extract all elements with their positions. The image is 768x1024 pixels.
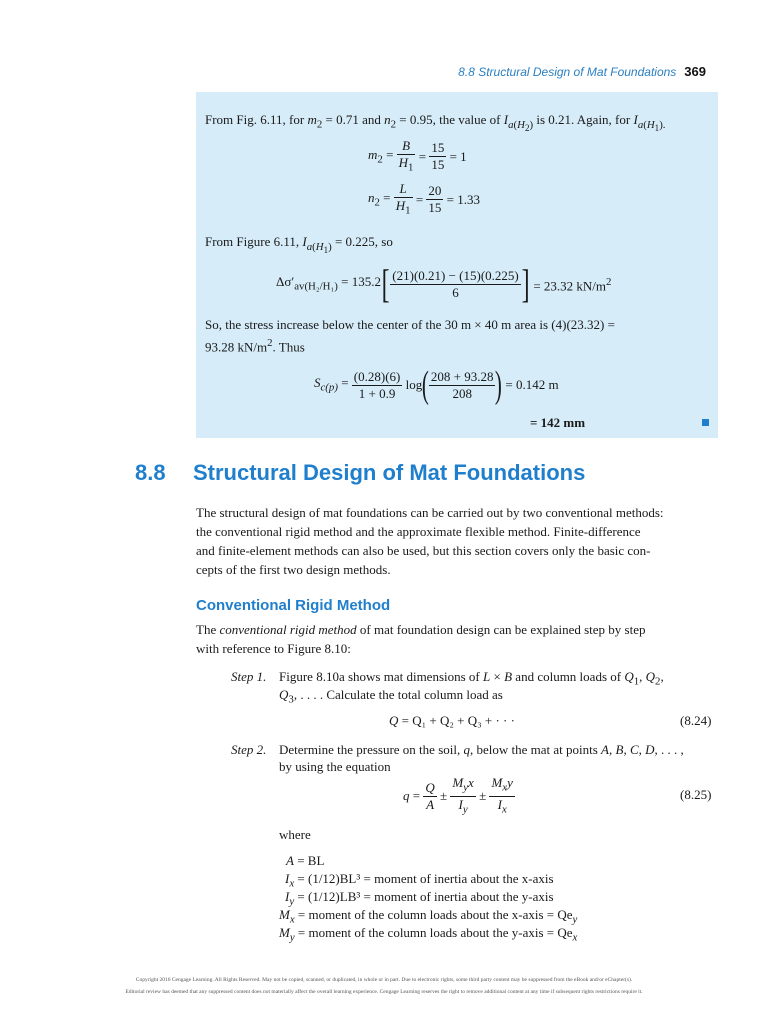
where-label: where [279,827,311,842]
equation-number-8-25: (8.25) [680,787,712,802]
para2-line1: The conventional rigid method of mat foundation design can be explained step by step [196,622,646,637]
example-line1: From Fig. 6.11, for $m_2 = 0.71$ and $n_2 = 0.95$, the value of $I_{a(H_2)}$ is 0.21. Again, for $I_{a(H_1).}$ [205,112,666,133]
page-number: 369 [684,64,706,79]
settlement-equation: $S_{c(p)}$ = $\frac{(0.28)(6)}{1 + 0.9}$ log ( $\frac{208 + 93.28}{208}$ ) = 0.142 m [314,364,559,406]
m2-equation: $m_2$ = $\frac{B}{H_1}$ = $\frac{15}{15}$ = 1 [368,138,467,174]
final-result: = 142 mm [530,415,586,430]
where-item-my: $M_y$ = moment of the column loads about the y-axis = $Qe_x$ [279,925,578,944]
example-line2: From Figure 6.11, $I_{a(H_1)} = 0.225$, so [205,234,393,255]
step1-line2: $Q_3$, . . . . Calculate the total column load as [279,687,503,706]
step1-line1: Figure 8.10a shows mat dimensions of L × B and column loads of $Q_1$, $Q_2$, [279,669,664,688]
where-item-iy: $I_y = (1/12)LB^3$ = moment of inertia about the y-axis [285,889,554,908]
para1-line4: cepts of the first two design methods. [196,562,391,577]
stress-increase-paragraph: So, the stress increase below the center of the 30 m × 40 m area is (4)(23.32) = 93.28 $kN/m^2$. Thus [205,317,615,355]
equation-8-25: q = $\frac{Q}{A}$ ± $\frac{M_yx}{I_y}$ ± $\frac{M_xy}{I_x}$ [403,775,513,816]
where-item-ix: $I_x = (1/12)BL^3$ = moment of inertia about the x-axis [285,871,554,890]
subheading: Conventional Rigid Method [196,597,391,614]
copyright-line2: Editorial review has deemed that any suppressed content does not materially affect the overall learning experience. Cengage Learning reserves the right to remove additional content at any time if subsequent rights restrictions require it. [125,989,643,995]
para1-line2: the conventional rigid method and the approximate flexible method. Finite-difference [196,524,641,539]
end-of-example-icon [702,419,709,426]
step1-label: Step 1. [231,669,267,684]
section-number: 8.8 [135,460,166,485]
step2-line1: Determine the pressure on the soil, q, below the mat at points A, B, C, D, . . . , [279,742,684,757]
equation-number-8-24: (8.24) [680,713,712,728]
para1-line1: The structural design of mat foundations can be carried out by two conventional methods: [196,505,664,520]
running-header [458,64,706,79]
para2-line2: with reference to Figure 8.10: [196,641,351,656]
step2-line2: by using the equation [279,759,391,774]
section-title: Structural Design of Mat Foundations [193,460,586,485]
stress-equation: $\Delta\sigma'_{av(H_2/H_1)} = 135.2$ [ $\frac{(21)(0.21) - (15)(0.225)}{6}$ ] = 23.32 $kN/m^2$ [276,261,612,306]
n2-equation: $n_2$ = $\frac{L}{H_1}$ = $\frac{20}{15}$ = 1.33 [368,181,481,217]
running-title: 8.8 Structural Design of Mat Foundations [458,65,677,79]
step2-label: Step 2. [231,742,267,757]
equation-8-24: Q = Q₁ + Q₂ + Q₃ + · · · [389,713,515,728]
copyright-line1: Copyright 2016 Cengage Learning. All Rights Reserved. May not be copied, scanned, or duplicated, in whole or in part. Due to electronic rights, some third party content may be suppressed from the eBook and/or eChapter(s). [135,977,633,983]
para1-line3: and finite-element methods can also be used, but this section covers only the basic con- [196,543,651,558]
where-item-mx: $M_x$ = moment of the column loads about the x-axis = $Qe_y$ [279,907,578,926]
where-item-area: A = BL [286,853,325,868]
